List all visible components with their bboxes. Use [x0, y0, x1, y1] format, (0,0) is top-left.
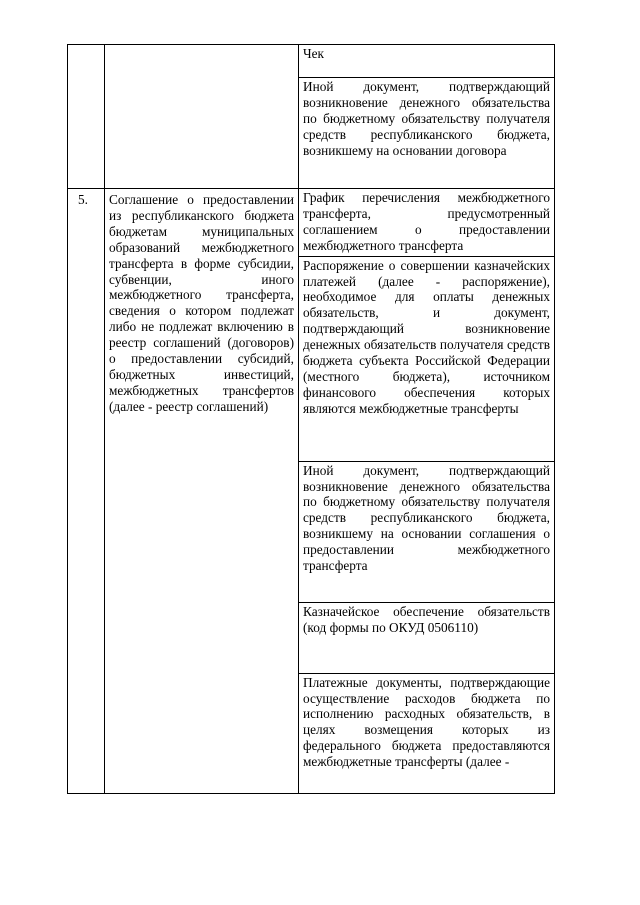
confirming-document-cell — [299, 189, 555, 257]
confirming-document-cell — [299, 45, 555, 78]
row-number-cell — [68, 45, 105, 189]
agreement-text: Соглашение о предоставлении из республиканского бюджета бюджетам муниципальных образований межбюджетного трансферта в форме субсидии, субвенции, иного межбюджетного трансферта, сведения о котором подлежат либо не подлежат включению в реестр соглашений (договоров) о предоставлении субсидий, бюджетных инвестиций, межбюджетных трансфертов (далее - реестр соглашений) — [109, 192, 294, 414]
confirming-document-cell — [299, 602, 555, 673]
treasury-provision-text: Казначейское обеспечение обязательств (код формы по ОКУД 0506110) — [303, 603, 550, 635]
confirming-document-cell — [299, 78, 555, 189]
other-document-text: Иной документ, подтверждающий возникновение денежного обязательства по бюджетному обязательству получателя средств республиканского бюджета, возникшему на основании соглашения о предоставлении межбюджетного трансферта — [303, 462, 550, 574]
table-row — [68, 45, 555, 78]
obligation-document-cell — [105, 189, 299, 794]
row-number-cell: 5. — [68, 189, 105, 794]
documents-table — [67, 44, 555, 794]
other-document-text: Иной документ, подтверждающий возникновение денежного обязательства по бюджетному обязательству получателя средств республиканского бюджета, возникшему на основании договора — [303, 79, 550, 158]
confirming-document-cell — [299, 673, 555, 793]
obligation-document-cell — [105, 45, 299, 189]
confirming-document-cell — [299, 461, 555, 602]
schedule-text: График перечисления межбюджетного трансферта, предусмотренный соглашением о предоставлении межбюджетного трансферта — [303, 190, 550, 253]
cheque-text: Чек — [303, 46, 325, 61]
confirming-document-cell — [299, 256, 555, 461]
order-text: Распоряжение о совершении казначейских платежей (далее - распоряжение), необходимое для оплаты денежных обязательств, и документ, подтверждающий возникновение денежных обязательств получателя средств бюджета субъекта Российской Федерации (местного бюджета), источником финансового обеспечения которых являются межбюджетные трансферты — [303, 257, 550, 416]
payment-documents-text: Платежные документы, подтверждающие осуществление расходов бюджета по исполнению расходных обязательств, в целях возмещения которых из федерального бюджета предоставляются межбюджетные трансферты (далее - — [303, 674, 550, 770]
table-row — [68, 189, 555, 257]
